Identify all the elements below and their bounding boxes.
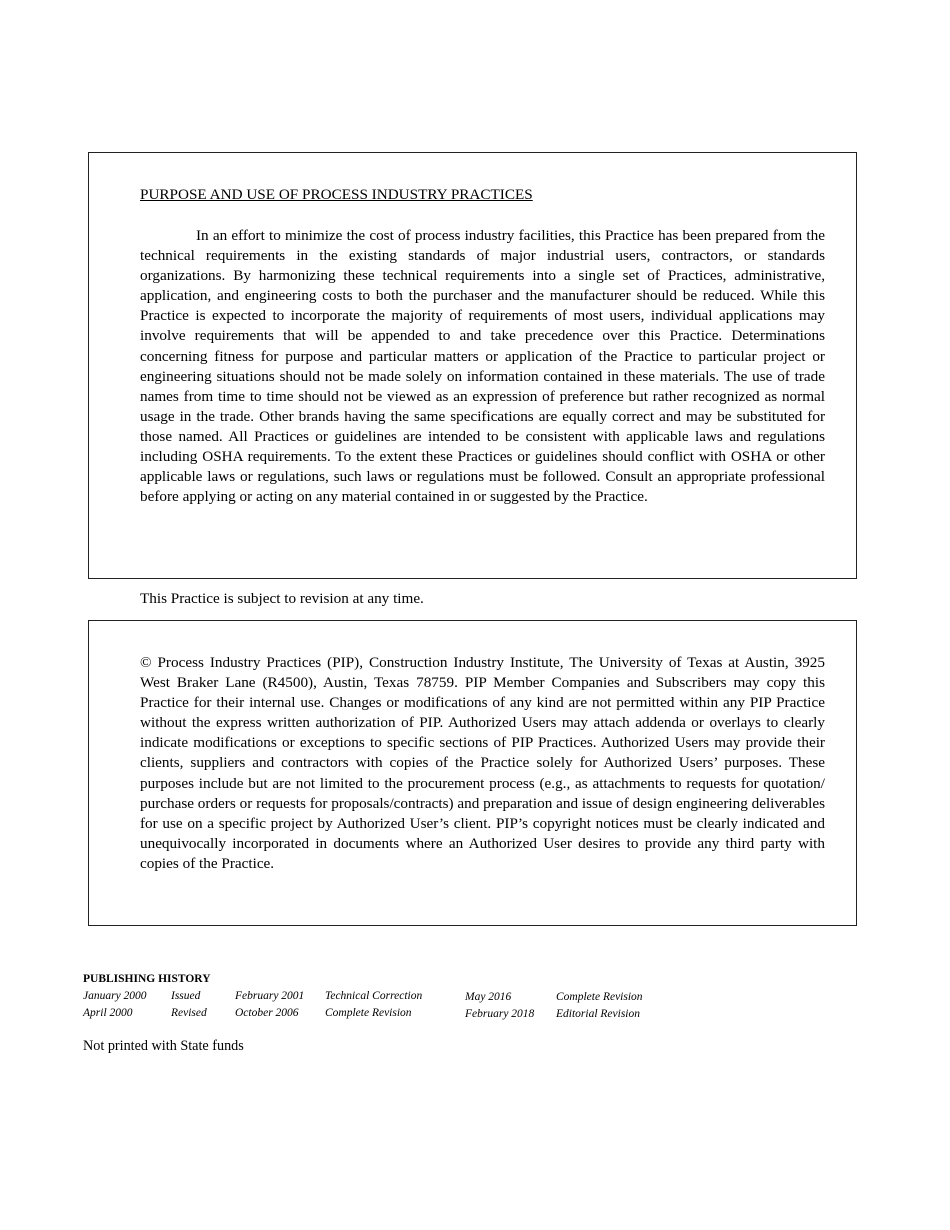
history-action: Complete Revision — [556, 991, 643, 1003]
purpose-content — [140, 185, 825, 507]
history-action: Complete Revision — [325, 1006, 412, 1019]
history-date: October 2006 — [235, 1006, 299, 1019]
history-actions-col-1 — [171, 988, 207, 1021]
state-funds-note: Not printed with State funds — [83, 1038, 244, 1054]
history-action: Revised — [171, 1006, 207, 1019]
publishing-history-title: PUBLISHING HISTORY — [83, 973, 211, 985]
copyright-box — [88, 620, 857, 926]
history-action: Issued — [171, 990, 201, 1002]
history-action: Technical Correction — [325, 990, 423, 1002]
history-action: Editorial Revision — [556, 1007, 641, 1020]
revision-note: This Practice is subject to revision at any time. — [140, 590, 424, 607]
history-date: May 2016 — [465, 991, 512, 1003]
history-date: January 2000 — [83, 990, 147, 1002]
publishing-history — [83, 971, 643, 1020]
purpose-paragraph: In an effort to minimize the cost of process industry facilities, this Practice has been prepared from the technical requirements in the existing standards of major industrial users, contractors, or standards organizations. By harmonizing these technical requirements into a single set of Practices, administrative, application, and engineering costs to both the purchaser and the manufacturer should be reduced. While this Practice is expected to incorporate the majority of requirements of most users, individual applications may involve requirements that will be appended to and take precedence over this Practice. Determinations concerning fitness for purpose and particular matters or application of the Practice to particular project or engineering situations should not be made solely on information contained in these materials. The use of trade names from time to time should not be viewed as an expression of preference but rather recognized as normal usage in the trade. Other brands having the same specifications are equally correct and may be substituted for those named. All Practices or guidelines are intended to be consistent with applicable laws and regulations including OSHA requirements. To the extent these Practices or guidelines should conflict with OSHA or other applicable laws or regulations, such laws or regulations must be followed. Consult an appropriate professional before applying or acting on any material contained in or suggested by the Practice. — [140, 227, 825, 506]
history-date: April 2000 — [83, 1006, 133, 1019]
history-actions-col-3 — [556, 989, 643, 1022]
copyright-content — [140, 653, 825, 874]
history-dates-col-1 — [83, 988, 147, 1021]
history-dates-col-2 — [235, 988, 304, 1021]
history-date: February 2001 — [235, 990, 305, 1002]
history-dates-col-3 — [465, 989, 534, 1022]
purpose-heading: PURPOSE AND USE OF PROCESS INDUSTRY PRACTICES — [140, 186, 533, 203]
history-actions-col-2 — [325, 988, 422, 1021]
purpose-box — [88, 152, 857, 579]
history-date: February 2018 — [465, 1007, 535, 1020]
copyright-paragraph: © Process Industry Practices (PIP), Construction Industry Institute, The University of Texas at Austin, 3925 West Braker Lane (R4500), Austin, Texas 78759. PIP Member Companies and Subscribers may copy this Practice for their internal use. Changes or modifications of any kind are not permitted within any PIP Practice without the express written authorization of PIP. Authorized Users may attach addenda or overlays to clearly indicate modifications or exceptions to specific sections of PIP Practices. Authorized Users may provide their clients, suppliers and contractors with copies of the Practice solely for Authorized Users’ purposes. These purposes include but are not limited to the procurement process (e.g., as attachments to requests for quotation/ purchase orders or requests for proposals/contracts) and preparation and issue of design engineering deliverables for use on a specific project by Authorized User’s client. PIP’s copyright notices must be clearly indicated and unequivocally incorporated in documents where an Authorized User desires to provide any third party with copies of the Practice. — [140, 654, 825, 872]
